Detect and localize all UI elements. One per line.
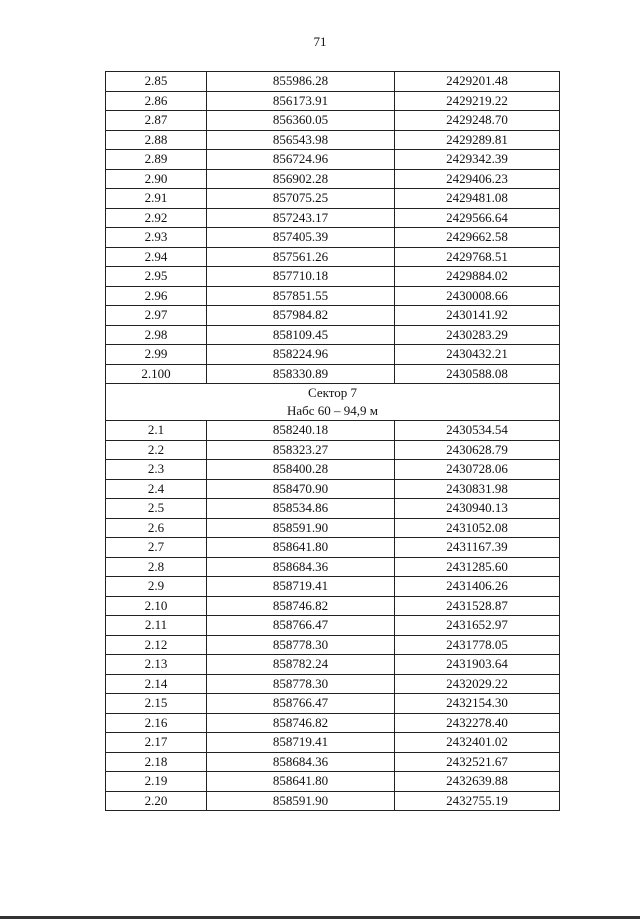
table-row <box>106 267 560 287</box>
y-coordinate-cell: 2431406.26 <box>395 577 560 597</box>
y-coordinate-cell: 2430283.29 <box>395 325 560 345</box>
sector-title: Сектор 7 <box>307 385 357 400</box>
y-coordinate-cell: 2431528.87 <box>395 596 560 616</box>
y-coordinate-cell: 2430728.06 <box>395 460 560 480</box>
table-row <box>106 479 560 499</box>
point-id-cell: 2.10 <box>106 596 207 616</box>
x-coordinate-cell: 856173.91 <box>207 91 395 111</box>
table-row <box>106 306 560 326</box>
table-row <box>106 440 560 460</box>
point-id-cell: 2.3 <box>106 460 207 480</box>
table-row <box>106 655 560 675</box>
sector-heading-group <box>106 384 560 421</box>
x-coordinate-cell: 858641.80 <box>207 772 395 792</box>
point-id-cell: 2.95 <box>106 267 207 287</box>
x-coordinate-cell: 858240.18 <box>207 421 395 441</box>
x-coordinate-cell: 858330.89 <box>207 364 395 384</box>
table-row <box>106 364 560 384</box>
y-coordinate-cell: 2430588.08 <box>395 364 560 384</box>
x-coordinate-cell: 858684.36 <box>207 752 395 772</box>
table-row <box>106 518 560 538</box>
sector-heading-row <box>106 384 560 421</box>
table-row <box>106 791 560 811</box>
table-row <box>106 635 560 655</box>
point-id-cell: 2.93 <box>106 228 207 248</box>
x-coordinate-cell: 857075.25 <box>207 189 395 209</box>
table-row <box>106 325 560 345</box>
y-coordinate-cell: 2432639.88 <box>395 772 560 792</box>
x-coordinate-cell: 858534.86 <box>207 499 395 519</box>
table-body-before <box>106 72 560 384</box>
table-row <box>106 713 560 733</box>
y-coordinate-cell: 2430628.79 <box>395 440 560 460</box>
table-row <box>106 228 560 248</box>
point-id-cell: 2.18 <box>106 752 207 772</box>
x-coordinate-cell: 858746.82 <box>207 596 395 616</box>
table-row <box>106 111 560 131</box>
y-coordinate-cell: 2429481.08 <box>395 189 560 209</box>
point-id-cell: 2.15 <box>106 694 207 714</box>
x-coordinate-cell: 856543.98 <box>207 130 395 150</box>
x-coordinate-cell: 858591.90 <box>207 518 395 538</box>
point-id-cell: 2.87 <box>106 111 207 131</box>
point-id-cell: 2.89 <box>106 150 207 170</box>
x-coordinate-cell: 857561.26 <box>207 247 395 267</box>
y-coordinate-cell: 2430141.92 <box>395 306 560 326</box>
x-coordinate-cell: 856724.96 <box>207 150 395 170</box>
x-coordinate-cell: 858641.80 <box>207 538 395 558</box>
sector-heading <box>106 384 560 421</box>
coordinates-table <box>105 71 560 811</box>
table-row <box>106 169 560 189</box>
y-coordinate-cell: 2429662.58 <box>395 228 560 248</box>
y-coordinate-cell: 2429566.64 <box>395 208 560 228</box>
point-id-cell: 2.17 <box>106 733 207 753</box>
table-row <box>106 499 560 519</box>
y-coordinate-cell: 2431652.97 <box>395 616 560 636</box>
y-coordinate-cell: 2431052.08 <box>395 518 560 538</box>
point-id-cell: 2.19 <box>106 772 207 792</box>
y-coordinate-cell: 2432029.22 <box>395 674 560 694</box>
table-row <box>106 733 560 753</box>
point-id-cell: 2.98 <box>106 325 207 345</box>
sector-depth-range: Набс 60 – 94,9 м <box>286 403 379 418</box>
x-coordinate-cell: 857405.39 <box>207 228 395 248</box>
point-id-cell: 2.94 <box>106 247 207 267</box>
y-coordinate-cell: 2429768.51 <box>395 247 560 267</box>
table-row <box>106 674 560 694</box>
x-coordinate-cell: 858719.41 <box>207 577 395 597</box>
point-id-cell: 2.20 <box>106 791 207 811</box>
point-id-cell: 2.85 <box>106 72 207 92</box>
x-coordinate-cell: 858766.47 <box>207 616 395 636</box>
point-id-cell: 2.99 <box>106 345 207 365</box>
table-row <box>106 752 560 772</box>
table-body-after <box>106 421 560 811</box>
table-row <box>106 130 560 150</box>
y-coordinate-cell: 2431285.60 <box>395 557 560 577</box>
y-coordinate-cell: 2430432.21 <box>395 345 560 365</box>
x-coordinate-cell: 858684.36 <box>207 557 395 577</box>
x-coordinate-cell: 858109.45 <box>207 325 395 345</box>
table-row <box>106 616 560 636</box>
x-coordinate-cell: 857243.17 <box>207 208 395 228</box>
point-id-cell: 2.91 <box>106 189 207 209</box>
point-id-cell: 2.14 <box>106 674 207 694</box>
point-id-cell: 2.90 <box>106 169 207 189</box>
y-coordinate-cell: 2429289.81 <box>395 130 560 150</box>
y-coordinate-cell: 2429201.48 <box>395 72 560 92</box>
point-id-cell: 2.2 <box>106 440 207 460</box>
x-coordinate-cell: 857984.82 <box>207 306 395 326</box>
point-id-cell: 2.8 <box>106 557 207 577</box>
table-row <box>106 189 560 209</box>
point-id-cell: 2.12 <box>106 635 207 655</box>
table-row <box>106 150 560 170</box>
table-row <box>106 694 560 714</box>
table-row <box>106 72 560 92</box>
x-coordinate-cell: 858224.96 <box>207 345 395 365</box>
y-coordinate-cell: 2430831.98 <box>395 479 560 499</box>
table-row <box>106 557 560 577</box>
point-id-cell: 2.88 <box>106 130 207 150</box>
point-id-cell: 2.4 <box>106 479 207 499</box>
x-coordinate-cell: 858470.90 <box>207 479 395 499</box>
x-coordinate-cell: 858746.82 <box>207 713 395 733</box>
y-coordinate-cell: 2432278.40 <box>395 713 560 733</box>
point-id-cell: 2.86 <box>106 91 207 111</box>
x-coordinate-cell: 858782.24 <box>207 655 395 675</box>
x-coordinate-cell: 858400.28 <box>207 460 395 480</box>
x-coordinate-cell: 858778.30 <box>207 674 395 694</box>
table-row <box>106 596 560 616</box>
y-coordinate-cell: 2431903.64 <box>395 655 560 675</box>
table-row <box>106 538 560 558</box>
point-id-cell: 2.6 <box>106 518 207 538</box>
y-coordinate-cell: 2429219.22 <box>395 91 560 111</box>
y-coordinate-cell: 2429248.70 <box>395 111 560 131</box>
y-coordinate-cell: 2432521.67 <box>395 752 560 772</box>
point-id-cell: 2.92 <box>106 208 207 228</box>
x-coordinate-cell: 858766.47 <box>207 694 395 714</box>
x-coordinate-cell: 855986.28 <box>207 72 395 92</box>
point-id-cell: 2.5 <box>106 499 207 519</box>
y-coordinate-cell: 2432755.19 <box>395 791 560 811</box>
point-id-cell: 2.96 <box>106 286 207 306</box>
x-coordinate-cell: 856902.28 <box>207 169 395 189</box>
point-id-cell: 2.9 <box>106 577 207 597</box>
table-row <box>106 345 560 365</box>
y-coordinate-cell: 2430534.54 <box>395 421 560 441</box>
table-row <box>106 772 560 792</box>
y-coordinate-cell: 2429406.23 <box>395 169 560 189</box>
point-id-cell: 2.1 <box>106 421 207 441</box>
table-row <box>106 208 560 228</box>
point-id-cell: 2.16 <box>106 713 207 733</box>
x-coordinate-cell: 856360.05 <box>207 111 395 131</box>
table-row <box>106 577 560 597</box>
y-coordinate-cell: 2432154.30 <box>395 694 560 714</box>
table-row <box>106 91 560 111</box>
table-row <box>106 460 560 480</box>
table-row <box>106 247 560 267</box>
point-id-cell: 2.7 <box>106 538 207 558</box>
point-id-cell: 2.100 <box>106 364 207 384</box>
y-coordinate-cell: 2431167.39 <box>395 538 560 558</box>
x-coordinate-cell: 857851.55 <box>207 286 395 306</box>
y-coordinate-cell: 2432401.02 <box>395 733 560 753</box>
y-coordinate-cell: 2431778.05 <box>395 635 560 655</box>
table-row <box>106 286 560 306</box>
y-coordinate-cell: 2430940.13 <box>395 499 560 519</box>
x-coordinate-cell: 858778.30 <box>207 635 395 655</box>
x-coordinate-cell: 858323.27 <box>207 440 395 460</box>
x-coordinate-cell: 858591.90 <box>207 791 395 811</box>
x-coordinate-cell: 858719.41 <box>207 733 395 753</box>
y-coordinate-cell: 2429884.02 <box>395 267 560 287</box>
x-coordinate-cell: 857710.18 <box>207 267 395 287</box>
page-number: 71 <box>313 34 327 49</box>
point-id-cell: 2.11 <box>106 616 207 636</box>
y-coordinate-cell: 2430008.66 <box>395 286 560 306</box>
table-row <box>106 421 560 441</box>
point-id-cell: 2.97 <box>106 306 207 326</box>
y-coordinate-cell: 2429342.39 <box>395 150 560 170</box>
point-id-cell: 2.13 <box>106 655 207 675</box>
